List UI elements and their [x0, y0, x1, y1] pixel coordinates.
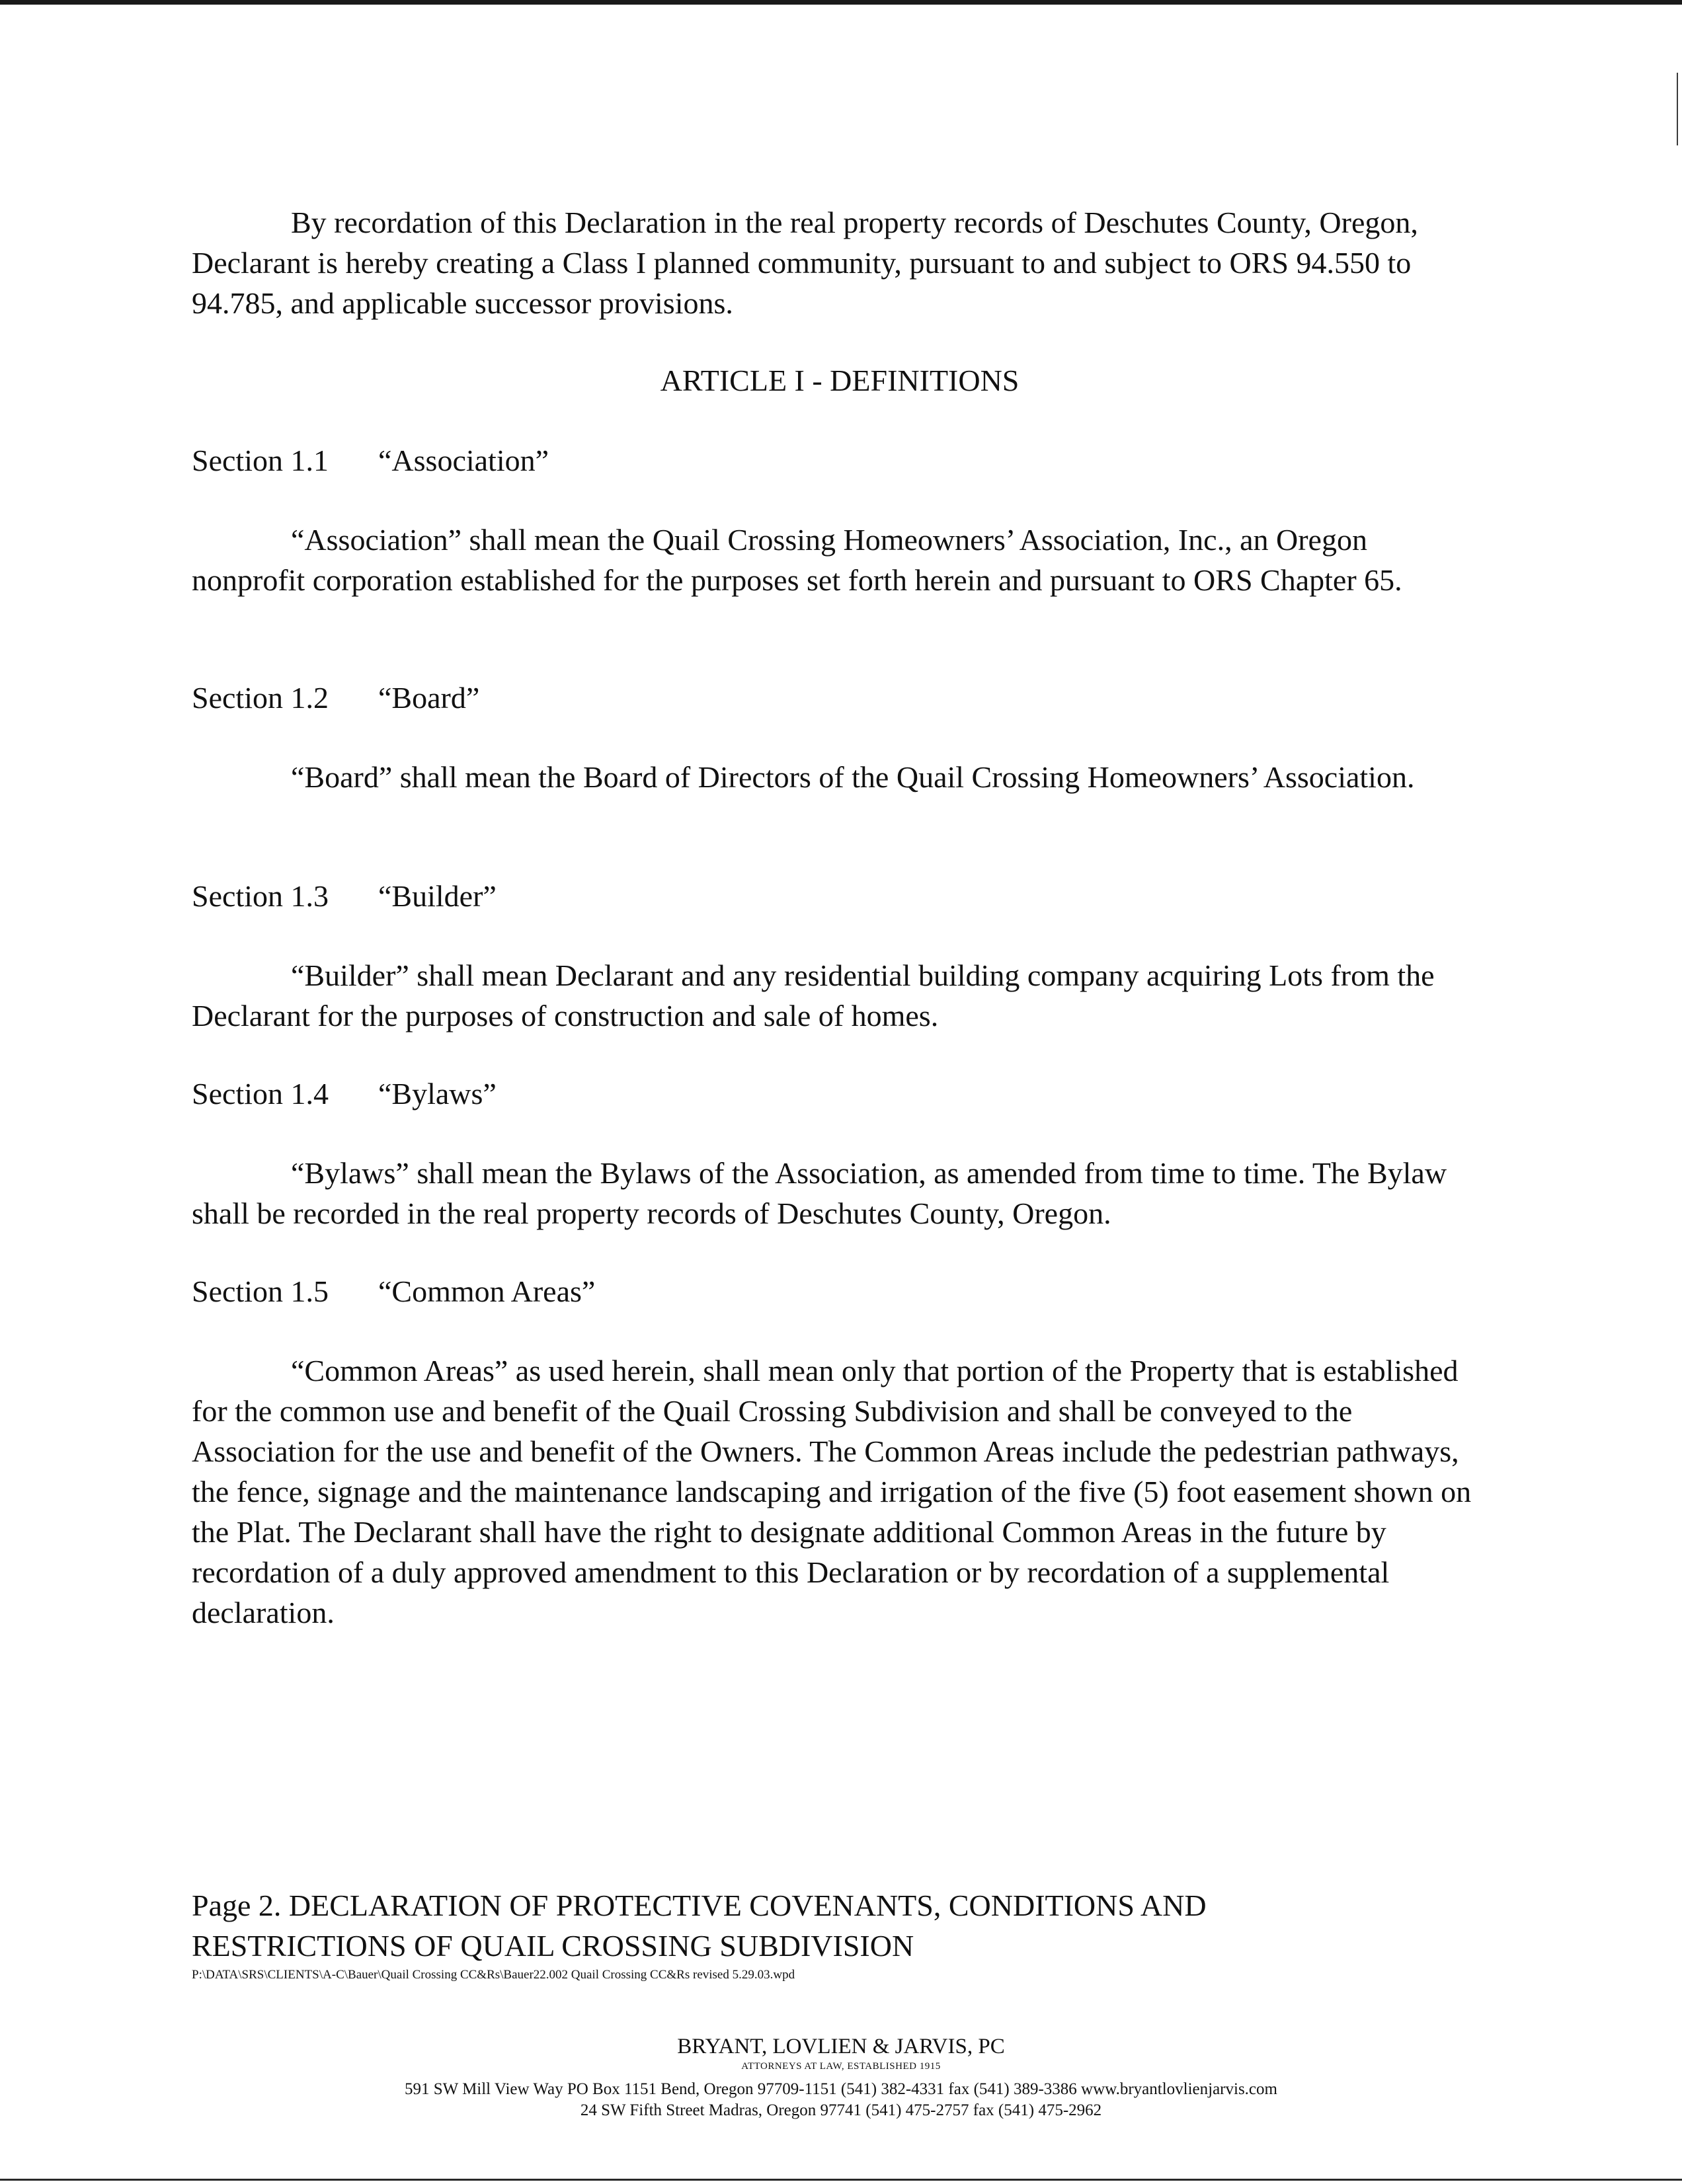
section-1-3-text: “Builder” shall mean Declarant and any residential building company acquiring Lots from the Declarant for the purposes of construction and sale of homes. [192, 958, 1435, 1033]
section-heading-1-2 [192, 678, 479, 718]
section-number: Section 1.3 [192, 879, 329, 913]
section-term: “Builder” [378, 879, 497, 913]
footer-title-line-1: Page 2. DECLARATION OF PROTECTIVE COVENANTS, CONDITIONS AND [192, 1889, 1207, 1922]
scan-edge-right [1677, 73, 1678, 145]
firm-name: BRYANT, LOVLIEN & JARVIS, PC [677, 2035, 1005, 2058]
firm-address-line-2: 24 SW Fifth Street Madras, Oregon 97741 (541) 475-2757 fax (541) 475-2962 [580, 2101, 1102, 2119]
file-path: P:\DATA\SRS\CLIENTS\A-C\Bauer\Quail Crossing CC&Rs\Bauer22.002 Quail Crossing CC&Rs revised 5.29.03.wpd [192, 1968, 795, 1982]
section-heading-1-3 [192, 876, 497, 916]
section-heading-1-1 [192, 440, 549, 481]
section-term: “Association” [378, 444, 549, 477]
section-heading-1-4 [192, 1073, 497, 1114]
footer-title-line-2: RESTRICTIONS OF QUAIL CROSSING SUBDIVISION [192, 1929, 914, 1963]
section-1-5-text: “Common Areas” as used herein, shall mean only that portion of the Property that is established for the common use and benefit of the Quail Crossing Subdivision and shall be conveyed to the Association for the use and benefit of the Owners. The Common Areas include the pedestrian pathways, the fence, signage and the maintenance landscaping and irrigation of the five (5) foot easement shown on the Plat. The Declarant shall have the right to designate additional Common Areas in the future by recordation of a duly approved amendment to this Declaration or by recordation of a supplemental declaration. [192, 1354, 1472, 1629]
firm-address-line-1: 591 SW Mill View Way PO Box 1151 Bend, Oregon 97709-1151 (541) 382-4331 fax (541) 389-3386 www.bryantlovlienjarvis.com [405, 2080, 1277, 2098]
scan-edge-bottom [0, 2179, 1682, 2181]
section-number: Section 1.1 [192, 444, 329, 477]
section-term: “Common Areas” [378, 1274, 596, 1308]
footer-page-title [192, 1885, 1207, 1966]
article-title: ARTICLE I - DEFINITIONS [660, 364, 1020, 397]
section-1-4-text: “Bylaws” shall mean the Bylaws of the Association, as amended from time to time. The Bylaw shall be recorded in the real property records of Deschutes County, Oregon. [192, 1156, 1447, 1230]
section-heading-1-5 [192, 1271, 595, 1311]
section-term: “Bylaws” [378, 1077, 497, 1111]
section-term: “Board” [378, 681, 480, 715]
scan-edge-top [0, 0, 1682, 5]
intro-paragraph: By recordation of this Declaration in the real property records of Deschutes County, Oregon, Declarant is hereby creating a Class I planned community, pursuant to and subject to ORS 94.550 to 94.785, and applicable successor provisions. [192, 206, 1418, 320]
section-number: Section 1.5 [192, 1274, 329, 1308]
firm-tagline: ATTORNEYS AT LAW, ESTABLISHED 1915 [741, 2061, 941, 2072]
section-number: Section 1.4 [192, 1077, 329, 1111]
section-number: Section 1.2 [192, 681, 329, 715]
section-1-2-text: “Board” shall mean the Board of Directors of the Quail Crossing Homeowners’ Association. [291, 760, 1415, 794]
section-1-1-text: “Association” shall mean the Quail Crossing Homeowners’ Association, Inc., an Oregon nonprofit corporation established for the purposes set forth herein and pursuant to ORS Chapter 65. [192, 523, 1402, 597]
